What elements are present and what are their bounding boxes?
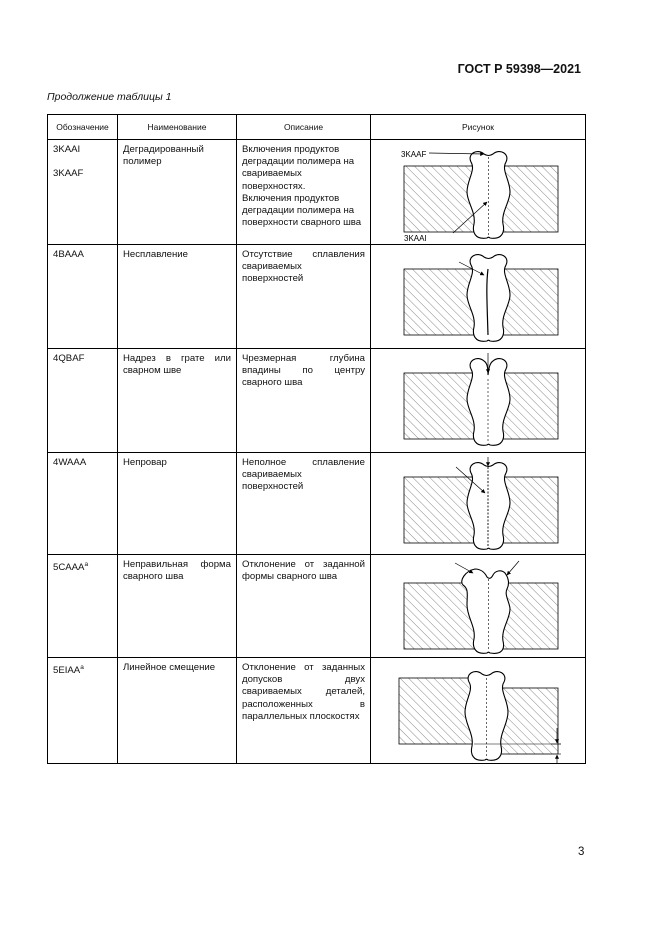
- table-row: [48, 453, 586, 555]
- description-text-secondary: Включения продуктов деградации полимера на поверхности сварного шва: [242, 192, 362, 229]
- figure-degraded-polymer: [371, 140, 586, 244]
- standard-number: ГОСТ Р 59398—2021: [457, 62, 581, 76]
- cell-figure: [371, 555, 586, 658]
- figure-incorrect-weld-shape: [371, 555, 586, 657]
- table-caption: Продолжение таблицы 1: [47, 91, 172, 103]
- cell-code: [48, 555, 118, 658]
- cell-code: 4BAAA: [48, 245, 118, 349]
- description-text: Включения продуктов деградации полимера на свариваемых поверхностях.: [242, 144, 355, 192]
- cell-code: [48, 658, 118, 764]
- code-value: 5CAAA: [53, 562, 85, 574]
- table-row: [48, 245, 586, 349]
- cell-description: [237, 140, 371, 245]
- figure-incomplete-penetration: [371, 453, 586, 554]
- column-header-code: Обозначение: [48, 115, 118, 140]
- column-header-figure: Рисунок: [371, 115, 586, 140]
- column-header-name: Наименование: [118, 115, 237, 140]
- code-value: 3KAAI: [53, 144, 81, 155]
- defects-table: [47, 114, 586, 764]
- cell-name: Деградированный полимер: [118, 140, 237, 245]
- cell-figure: [371, 349, 586, 453]
- figure-label-top: 3KAAF: [401, 150, 427, 159]
- page-number: 3: [578, 846, 585, 858]
- column-header-description: Описание: [237, 115, 371, 140]
- cell-description: Неполное сплавление свариваемых поверхностей: [237, 453, 371, 555]
- table-header-row: [48, 115, 586, 140]
- table-row: [48, 140, 586, 245]
- code-value-secondary: 3KAAF: [53, 168, 84, 180]
- table-row: [48, 658, 586, 764]
- cell-figure: [371, 245, 586, 349]
- cell-name: Линейное смещение: [118, 658, 237, 764]
- cell-figure: [371, 658, 586, 764]
- cell-description: Отклонение от заданных допусков двух свариваемых деталей, расположенных в параллельных плоскостях: [237, 658, 371, 764]
- figure-label-bottom: 3KAAI: [404, 234, 427, 243]
- cell-name: Надрез в грате или сварном шве: [118, 349, 237, 453]
- cell-code: 4QBAF: [48, 349, 118, 453]
- table-row: [48, 349, 586, 453]
- cell-figure: [371, 453, 586, 555]
- code-value: 5EIAA: [53, 665, 81, 677]
- cell-description: Отклонение от заданной формы сварного шва: [237, 555, 371, 658]
- cell-code: [48, 140, 118, 245]
- cell-name: Несплавление: [118, 245, 237, 349]
- cell-name: Непровар: [118, 453, 237, 555]
- cell-name: Неправильная форма сварного шва: [118, 555, 237, 658]
- table-row: [48, 555, 586, 658]
- cell-figure: [371, 140, 586, 245]
- figure-lack-of-fusion: [371, 245, 586, 348]
- cell-code: 4WAAA: [48, 453, 118, 555]
- figure-notch: [371, 349, 586, 452]
- footnote-marker: а: [80, 664, 84, 671]
- figure-linear-misalignment: [371, 658, 586, 763]
- cell-description: Отсутствие сплавления свариваемых поверхностей: [237, 245, 371, 349]
- footnote-marker: а: [84, 561, 89, 568]
- cell-description: Чрезмерная глубина впадины по центру сварного шва: [237, 349, 371, 453]
